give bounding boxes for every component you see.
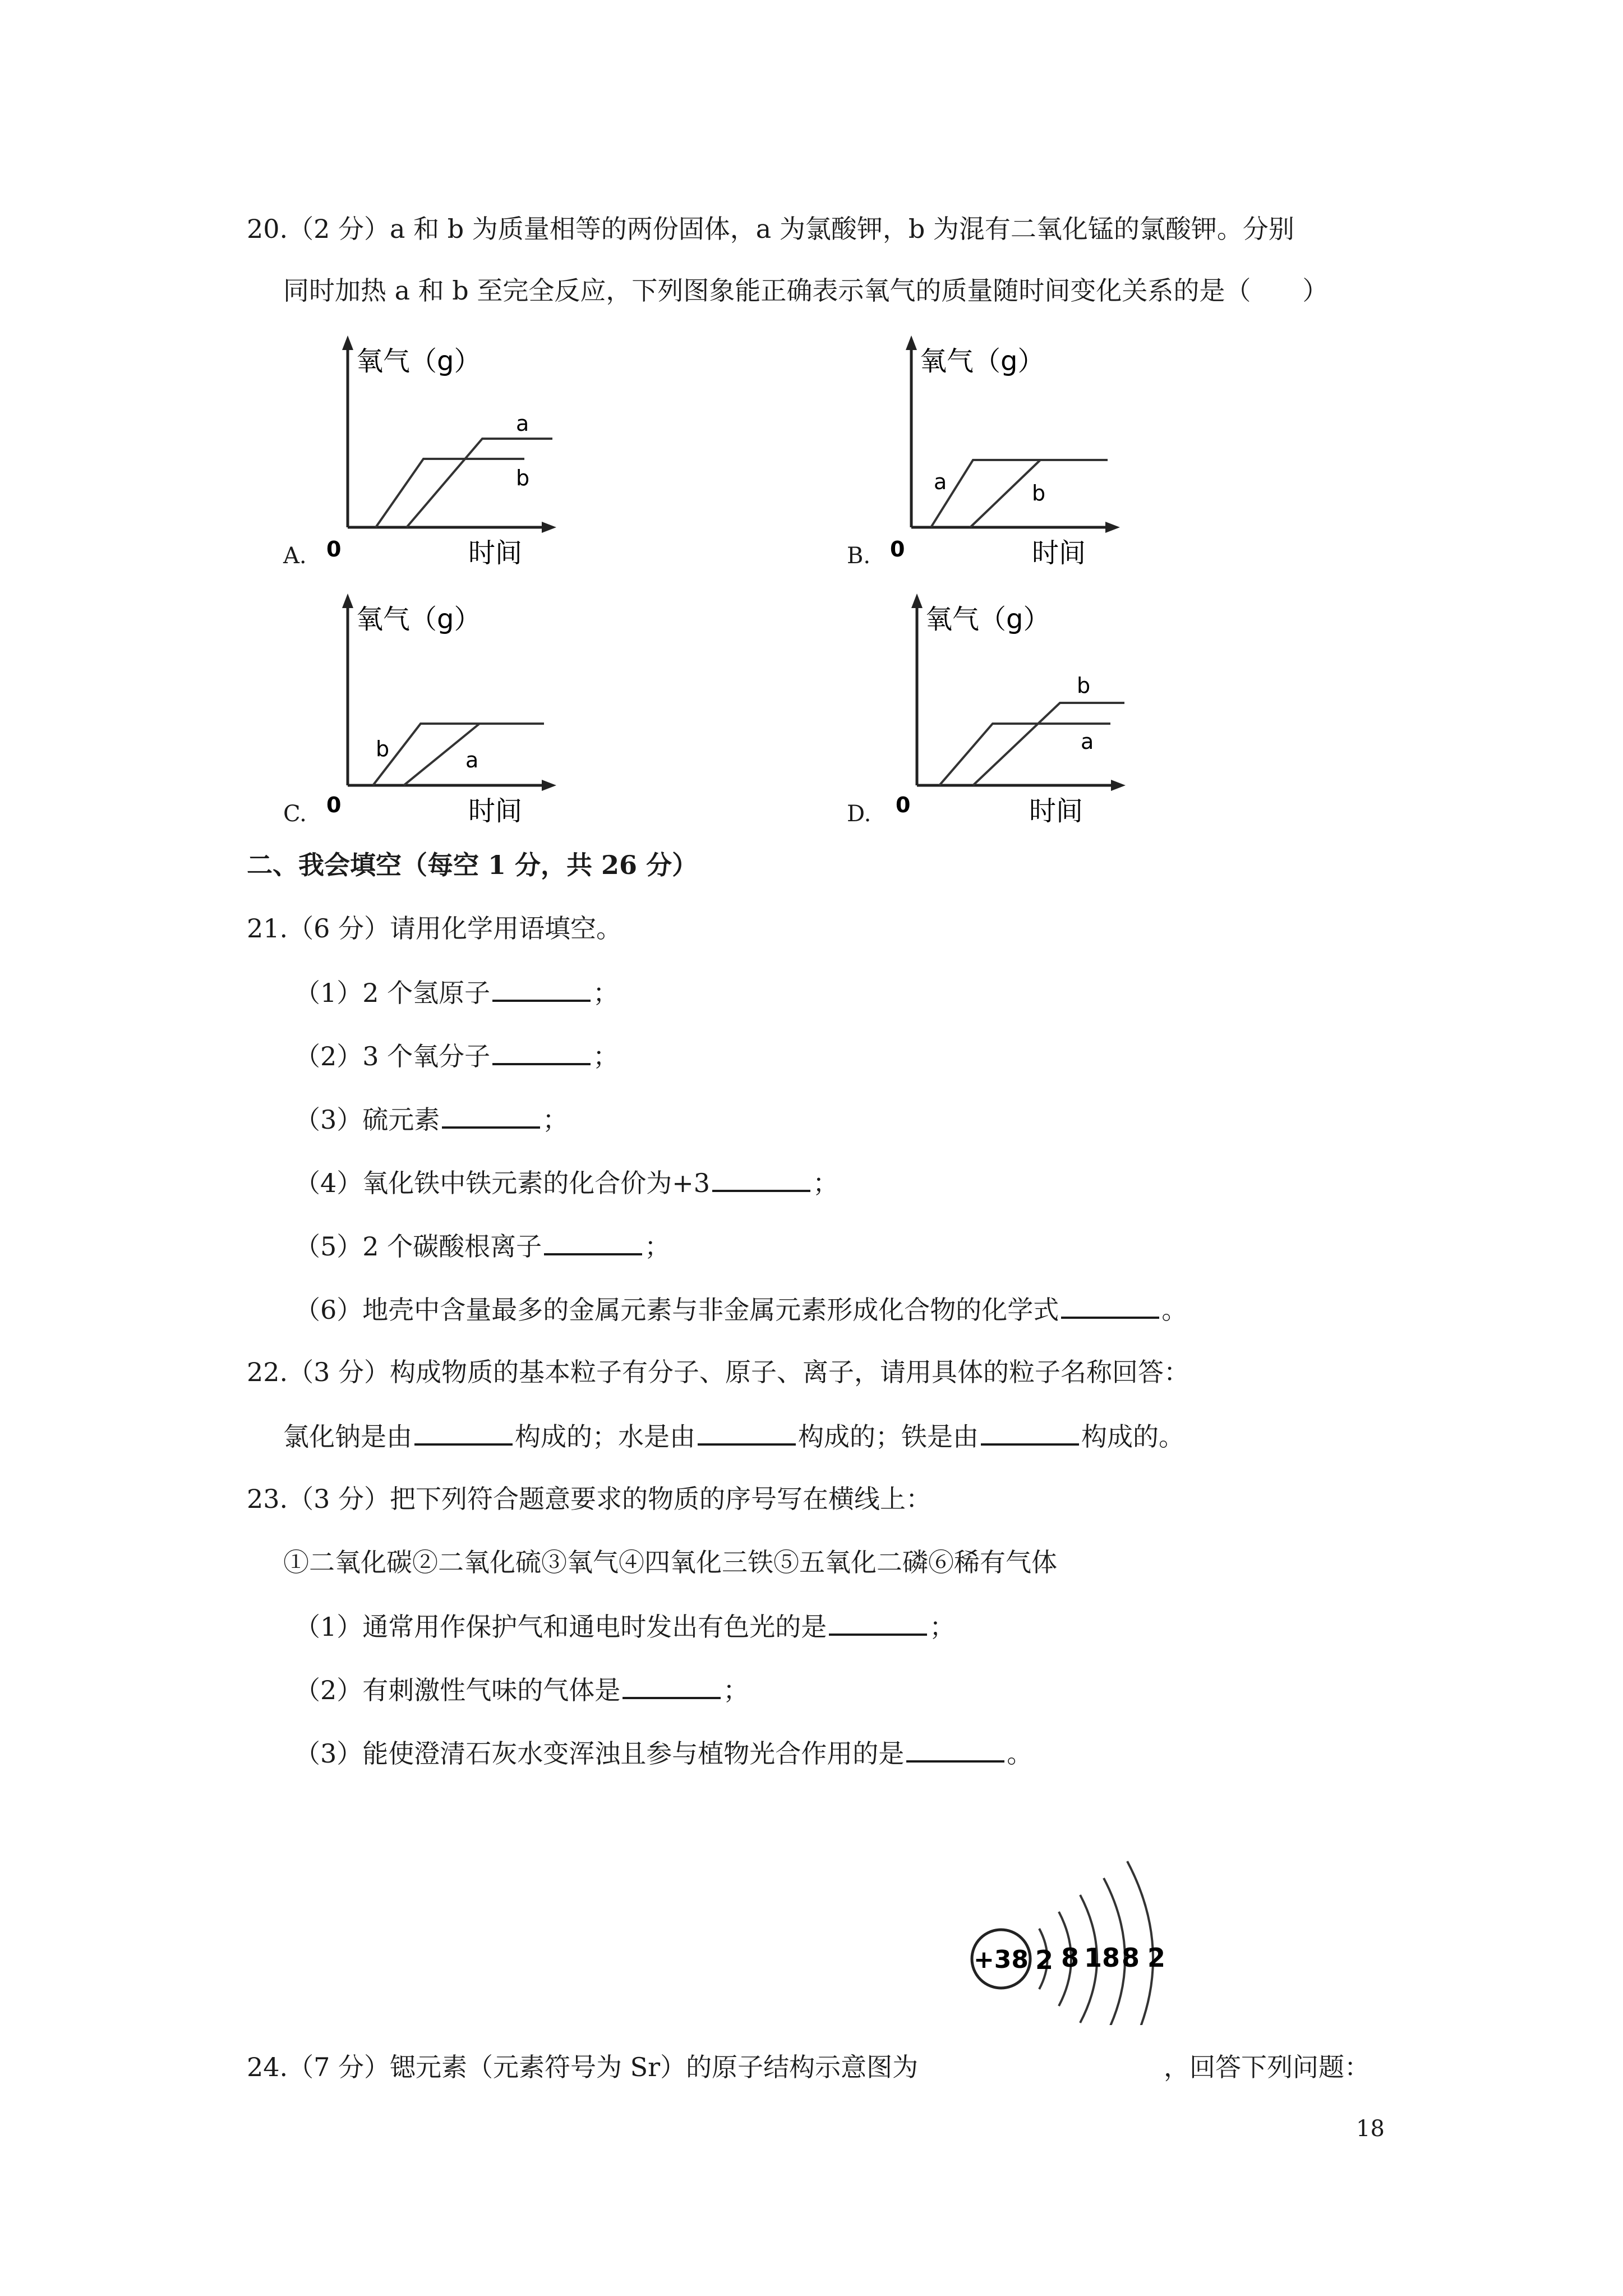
q23-stem: 23.（3 分）把下列符合题意要求的物质的序号写在横线上： bbox=[247, 1484, 932, 1514]
q21-item-2: （2）3 个氧分子 ； bbox=[294, 1038, 619, 1073]
option-c-label: C. bbox=[283, 801, 307, 827]
graph-a bbox=[326, 331, 566, 578]
q21-item-6: （6）地壳中含量最多的金属元素与非金属元素形成化合物的化学式 。 bbox=[294, 1292, 1187, 1327]
graph-b-origin: 0 bbox=[890, 537, 905, 562]
graph-c-xlabel: 时间 bbox=[468, 795, 523, 827]
graph-d-lower-label: a bbox=[1081, 729, 1094, 754]
shell-3-electrons: 18 bbox=[1083, 1943, 1121, 1973]
sr-atom-structure-diagram bbox=[959, 1812, 1195, 2025]
graph-a-upper-label: a bbox=[516, 411, 529, 436]
q23-options: ①二氧化碳②二氧化硫③氧气④四氧化三铁⑤五氧化二磷⑥稀有气体 bbox=[283, 1547, 1057, 1577]
answer-blank[interactable] bbox=[1061, 1292, 1159, 1319]
graph-c-lower-label: a bbox=[465, 748, 479, 772]
shell-1-electrons: 2 bbox=[1035, 1945, 1054, 1975]
graph-c bbox=[326, 589, 566, 836]
q21-stem: 21.（6 分）请用化学用语填空。 bbox=[247, 913, 623, 944]
q20-line1: 20.（2 分）a 和 b 为质量相等的两份固体，a 为氯酸钾，b 为混有二氧化锰的氯酸钾。分别 bbox=[247, 214, 1294, 244]
answer-blank[interactable] bbox=[492, 1038, 591, 1065]
q22-stem: 22.（3 分）构成物质的基本粒子有分子、原子、离子，请用具体的粒子名称回答： bbox=[247, 1357, 1190, 1387]
graph-a-ylabel: 氧气（g） bbox=[356, 346, 481, 377]
graph-d-xlabel: 时间 bbox=[1029, 795, 1083, 827]
graph-b bbox=[890, 331, 1130, 578]
shell-2-electrons: 8 bbox=[1061, 1943, 1080, 1973]
graph-d bbox=[896, 589, 1136, 836]
answer-blank[interactable] bbox=[698, 1419, 796, 1446]
answer-blank[interactable] bbox=[544, 1228, 642, 1255]
q23-item-1: （1）通常用作保护气和通电时发出有色光的是 ； bbox=[294, 1609, 955, 1644]
graph-c-upper-label: b bbox=[376, 737, 390, 761]
q20-line2: 同时加热 a 和 b 至完全反应，下列图象能正确表示氧气的质量随时间变化关系的是（ ） bbox=[283, 275, 1329, 306]
option-d-label: D. bbox=[847, 801, 872, 827]
graph-d-upper-label: b bbox=[1077, 673, 1091, 698]
graph-b-ylabel: 氧气（g） bbox=[920, 346, 1045, 377]
option-b-label: B. bbox=[847, 543, 871, 569]
section-2-heading: 二、我会填空（每空 1 分，共 26 分） bbox=[247, 850, 698, 880]
shell-5-electrons: 2 bbox=[1147, 1943, 1166, 1973]
q21-item-5: （5）2 个碳酸根离子 ； bbox=[294, 1228, 670, 1263]
option-a-label: A. bbox=[283, 543, 307, 569]
answer-blank[interactable] bbox=[492, 975, 591, 1002]
answer-blank[interactable] bbox=[981, 1419, 1079, 1446]
graph-d-origin: 0 bbox=[896, 793, 911, 817]
graph-a-lower-label: b bbox=[516, 466, 530, 490]
answer-blank[interactable] bbox=[829, 1609, 927, 1636]
graph-c-ylabel: 氧气（g） bbox=[356, 604, 481, 635]
graph-a-origin: 0 bbox=[326, 537, 342, 562]
answer-blank[interactable] bbox=[906, 1736, 1004, 1763]
q24-text-end: ，回答下列问题： bbox=[1164, 2052, 1370, 2082]
graph-b-xlabel: 时间 bbox=[1032, 537, 1086, 569]
q23-item-3: （3）能使澄清石灰水变浑浊且参与植物光合作用的是 。 bbox=[294, 1736, 1032, 1770]
graph-c-origin: 0 bbox=[326, 793, 342, 817]
graph-a-xlabel: 时间 bbox=[468, 537, 523, 569]
graph-d-ylabel: 氧气（g） bbox=[925, 604, 1050, 635]
q24-text-start: 24.（7 分）锶元素（元素符号为 Sr）的原子结构示意图为 bbox=[247, 2052, 919, 2082]
answer-blank[interactable] bbox=[442, 1102, 540, 1129]
q23-item-2: （2）有刺激性气味的气体是 ； bbox=[294, 1672, 749, 1707]
q22-answer-line: 氯化钠是由 构成的；水是由 构成的；铁是由 构成的。 bbox=[283, 1419, 1184, 1453]
graph-b-lower-label: b bbox=[1032, 481, 1046, 505]
nucleus-charge: +38 bbox=[973, 1945, 1029, 1974]
page-number: 18 bbox=[1356, 2116, 1385, 2142]
q21-item-1: （1）2 个氢原子 ； bbox=[294, 975, 619, 1010]
q21-item-3: （3）硫元素 ； bbox=[294, 1102, 568, 1137]
q21-item-4: （4）氧化铁中铁元素的化合价为+3 ； bbox=[294, 1165, 838, 1200]
answer-blank[interactable] bbox=[414, 1419, 513, 1446]
answer-blank[interactable] bbox=[623, 1672, 721, 1699]
shell-4-electrons: 8 bbox=[1121, 1943, 1140, 1973]
answer-blank[interactable] bbox=[712, 1165, 810, 1192]
graph-b-upper-label: a bbox=[934, 470, 947, 494]
